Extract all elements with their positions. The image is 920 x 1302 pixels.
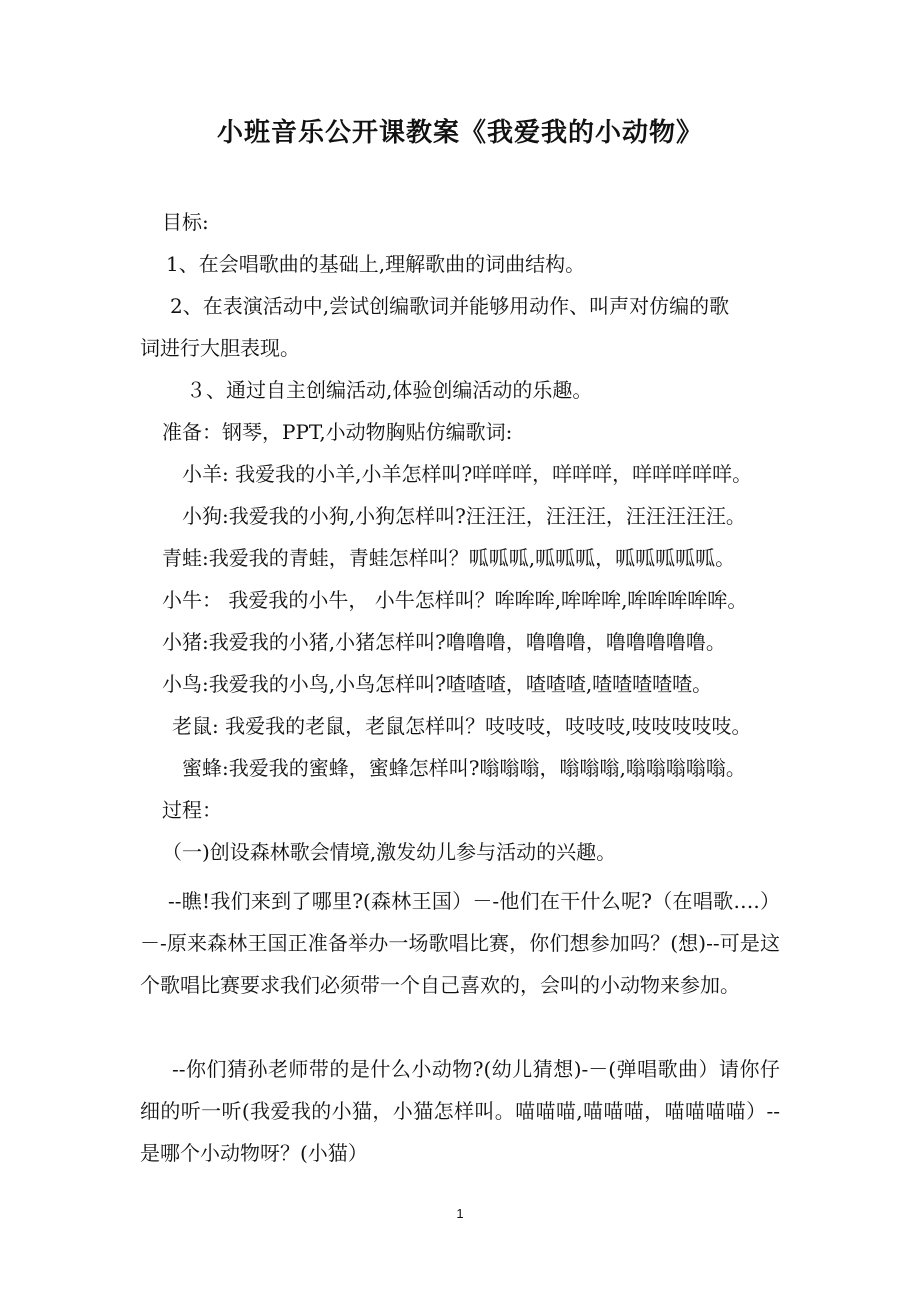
preparation: 准备：钢琴，PPT,小动物胸贴仿编歌词: — [162, 420, 513, 444]
page-number: 1 — [456, 1206, 464, 1221]
paragraph-1: --瞧!我们来到了哪里?(森林王国）－-他们在干什么呢?（在唱歌….）－-原来森林王国正准备举办一场歌唱比赛，你们想参加吗？(想)--可是这个歌唱比赛要求我们必须带一个自己喜欢的，会叫的小动物来参加。 — [140, 889, 780, 997]
process-heading: 过程： — [162, 798, 222, 822]
paragraph-2: --你们猜孙老师带的是什么小动物?(幼儿猜想)-－(弹唱歌曲）请你仔细的听一听(我爱我的小猫，小猫怎样叫。喵喵喵,喵喵喵，喵喵喵喵）--是哪个小动物呀？(小猫） — [140, 1057, 780, 1165]
goal-2-line-2: 词进行大胆表现。 — [140, 336, 300, 360]
lyric-line: 青蛙:我爱我的青蛙，青蛙怎样叫？呱呱呱,呱呱呱，呱呱呱呱呱。 — [162, 546, 736, 570]
page-title: 小班音乐公开课教案《我爱我的小动物》 — [216, 118, 703, 148]
lyric-line: 老鼠: 我爱我的老鼠，老鼠怎样叫？吱吱吱，吱吱吱,吱吱吱吱吱。 — [172, 714, 752, 738]
lyric-line: 小羊: 我爱我的小羊,小羊怎样叫?咩咩咩，咩咩咩，咩咩咩咩咩。 — [182, 462, 753, 486]
lyric-line: 小狗:我爱我的小狗,小狗怎样叫?汪汪汪，汪汪汪，汪汪汪汪汪。 — [182, 504, 746, 528]
goal-1: 1、在会唱歌曲的基础上,理解歌曲的词曲结构。 — [166, 252, 586, 276]
lyric-line: 小猪:我爱我的小猪,小猪怎样叫?噜噜噜，噜噜噜，噜噜噜噜噜。 — [162, 630, 726, 654]
lyric-line: 小牛： 我爱我的小牛， 小牛怎样叫？哞哞哞,哞哞哞,哞哞哞哞哞。 — [162, 588, 748, 612]
lyric-line: 小鸟:我爱我的小鸟,小鸟怎样叫?喳喳喳，喳喳喳,喳喳喳喳喳。 — [162, 672, 713, 696]
step-1-heading: （一)创设森林歌会情境,激发幼儿参与活动的兴趣。 — [162, 840, 617, 864]
goals-heading: 目标: — [162, 210, 209, 234]
lyric-line: 蜜蜂:我爱我的蜜蜂，蜜蜂怎样叫?嗡嗡嗡，嗡嗡嗡,嗡嗡嗡嗡嗡。 — [182, 756, 746, 780]
goal-3: ３、通过自主创编活动,体验创编活动的乐趣。 — [186, 378, 593, 402]
goal-2-line-1: 2、在表演活动中,尝试创编歌词并能够用动作、叫声对仿编的歌 — [170, 294, 730, 318]
